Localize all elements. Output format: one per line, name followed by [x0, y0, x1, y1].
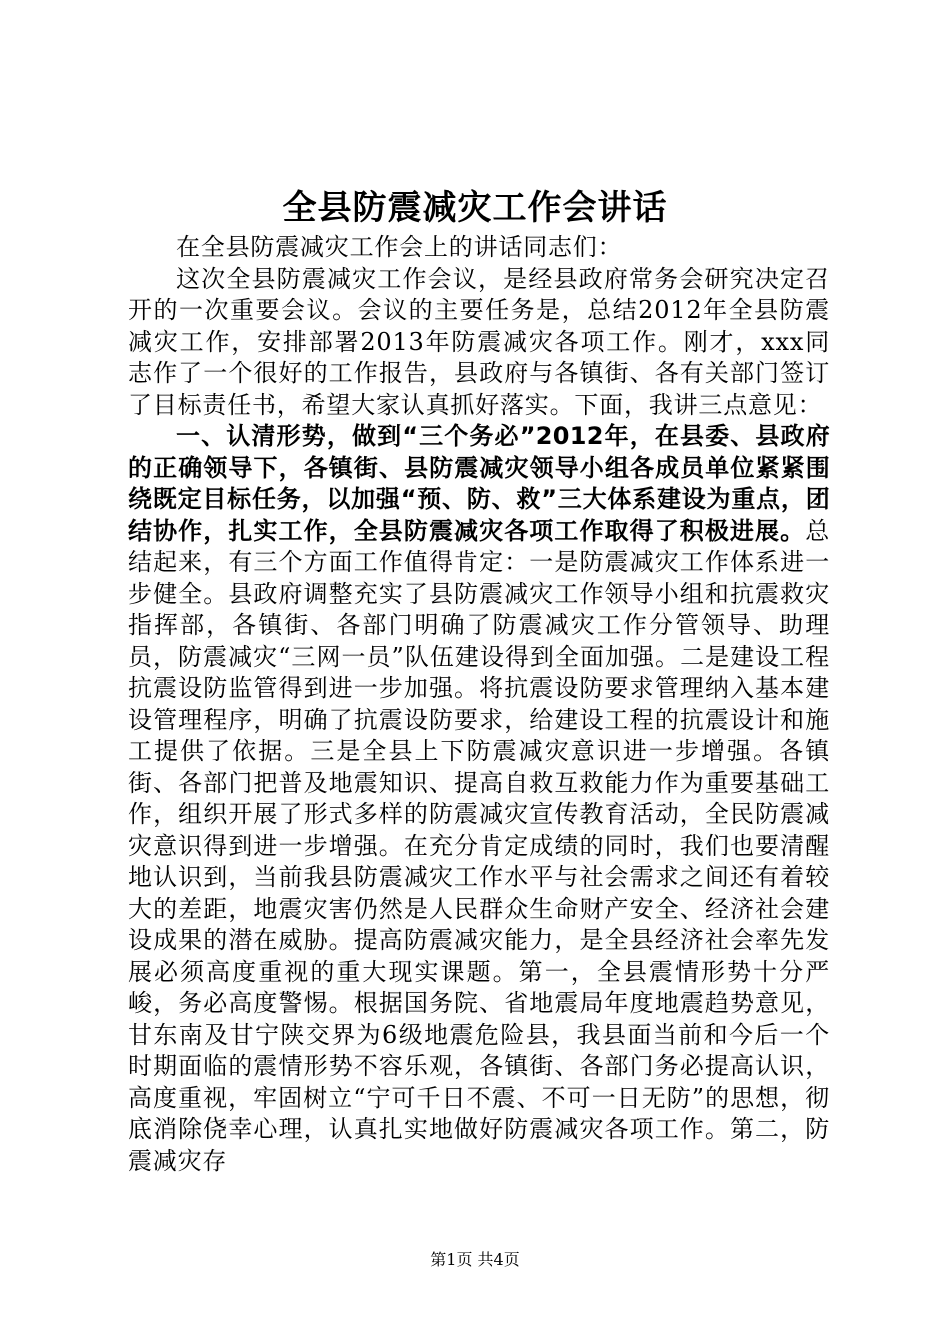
section-one-paragraph — [128, 421, 830, 1177]
section-one-heading: 一、认清形势，做到“三个务必”2012年，在县委、县政府的正确领导下，各镇街、县防震减灾领导小组各成员单位紧紧围绕既定目标任务，以加强“预、防、救”三大体系建设为重点，团结协作，扎实工作，全县防震减灾各项工作取得了积极进展。 — [128, 422, 830, 545]
section-one-body: 总结起来，有三个方面工作值得肯定：一是防震减灾工作体系进一步健全。县政府调整充实了县防震减灾工作领导小组和抗震救灾指挥部，各镇街、各部门明确了防震减灾工作分管领导、助理员，防震减灾“三网一员”队伍建设得到全面加强。二是建设工程抗震设防监管得到进一步加强。将抗震设防要求管理纳入基本建设管理程序，明确了抗震设防要求，给建设工程的抗震设计和施工提供了依据。三是全县上下防震减灾意识进一步增强。各镇街、各部门把普及地震知识、提高自救互救能力作为重要基础工作，组织开展了形式多样的防震减灾宣传教育活动，全民防震减灾意识得到进一步增强。在充分肯定成绩的同时，我们也要清醒地认识到，当前我县防震减灾工作水平与社会需求之间还有着较大的差距，地震灾害仍然是人民群众生命财产安全、经济社会建设成果的潜在威胁。提高防震减灾能力，是全县经济社会率先发展必须高度重视的重大现实课题。第一，全县震情形势十分严峻，务必高度警惕。根据国务院、省地震局年度地震趋势意见，甘东南及甘宁陕交界为6级地震危险县，我县面当前和今后一个时期面临的震情形势不容乐观，各镇街、各部门务必提高认识，高度重视，牢固树立“宁可千日不震、不可一日无防”的思想，彻底消除侥幸心理，认真扎实地做好防震减灾各项工作。第二，防震减灾存 — [128, 516, 830, 1175]
document-title: 全县防震减灾工作会讲话 — [282, 188, 668, 228]
intro-paragraph: 这次全县防震减灾工作会议，是经县政府常务会研究决定召开的一次重要会议。会议的主要任务是，总结2012年全县防震减灾工作，安排部署2013年防震减灾各项工作。刚才，xxx同志作了一个很好的工作报告，县政府与各镇街、各有关部门签订了目标责任书，希望大家认真抓好落实。下面，我讲三点意见： — [128, 264, 830, 419]
page-footer: 第1页 共4页 — [430, 1250, 520, 1269]
document-body — [128, 232, 830, 1177]
salutation-paragraph: 在全县防震减灾工作会上的讲话同志们： — [176, 233, 623, 261]
